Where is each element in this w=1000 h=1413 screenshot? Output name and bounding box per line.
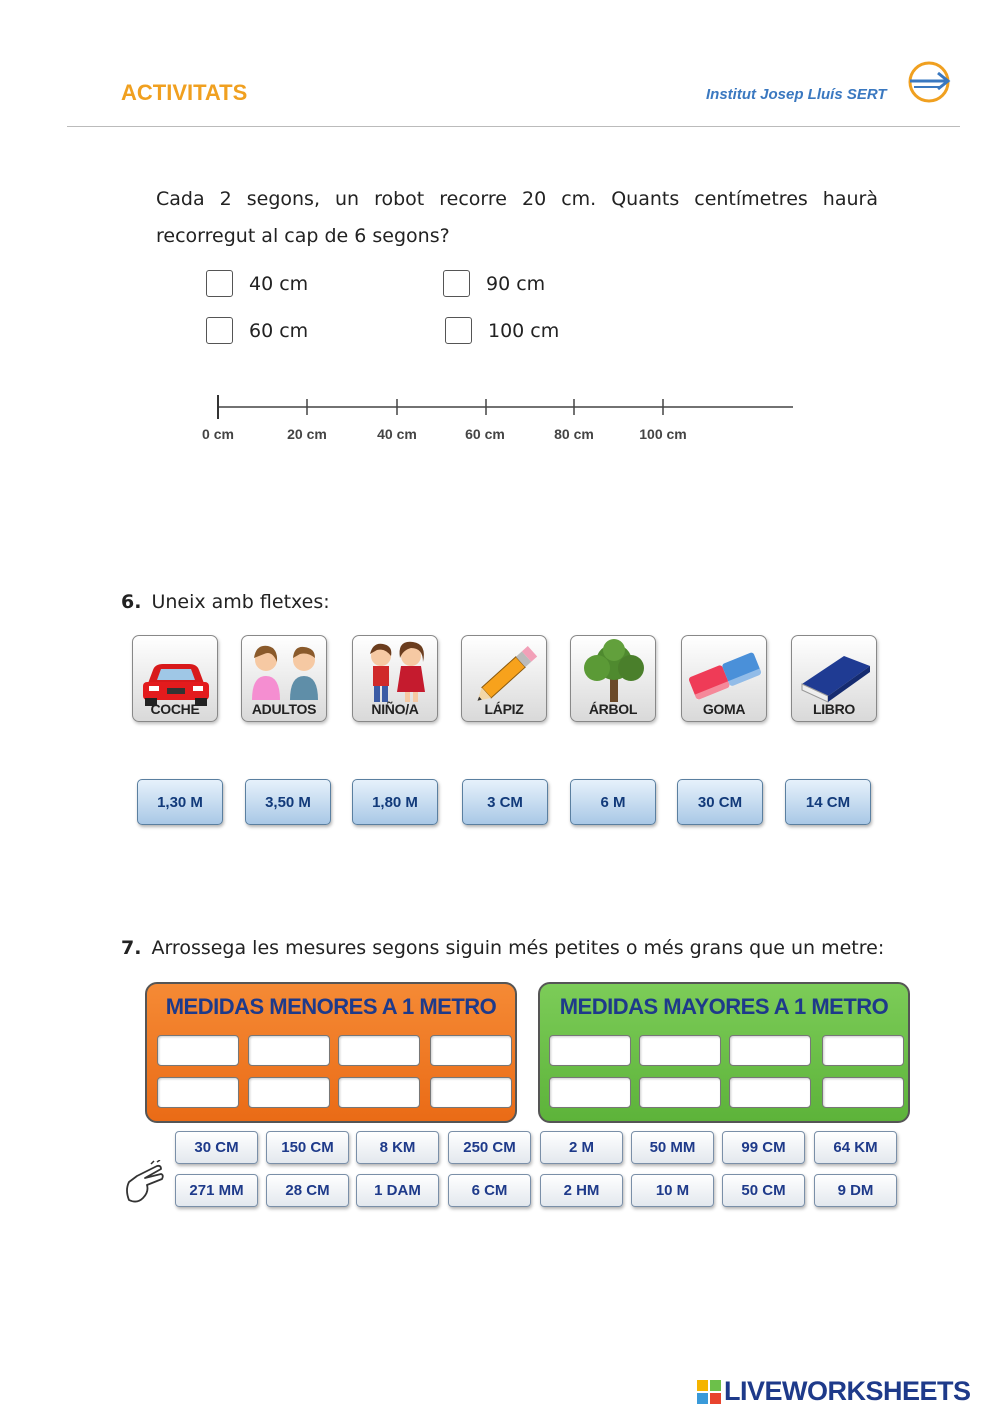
card-label: GOMA (702, 701, 746, 717)
measure-chip[interactable]: 1 DAM (356, 1174, 439, 1207)
card-lapiz[interactable] (461, 635, 547, 722)
option-checkbox[interactable] (206, 317, 233, 344)
option-checkbox[interactable] (443, 270, 470, 297)
header-divider (67, 126, 960, 127)
question-number: 6. (121, 591, 142, 613)
measure-chip[interactable]: 30 CM (175, 1131, 258, 1164)
drop-slot[interactable] (822, 1035, 904, 1066)
measure-button[interactable]: 1,80 M (352, 779, 438, 825)
measure-chip[interactable]: 271 MM (175, 1174, 258, 1207)
drop-slot[interactable] (729, 1035, 811, 1066)
option-40cm (206, 270, 308, 297)
drop-slot[interactable] (248, 1035, 330, 1066)
card-coche[interactable] (132, 635, 218, 722)
card-goma[interactable] (681, 635, 767, 722)
liveworksheets-grid-icon (697, 1380, 721, 1404)
question-instruction: Arrossega les mesures segons siguin més petites o més grans que un metre: (151, 937, 885, 959)
hand-pointer-icon (123, 1160, 165, 1206)
drop-slot[interactable] (822, 1077, 904, 1108)
drop-slot[interactable] (549, 1035, 631, 1066)
drop-slot[interactable] (338, 1077, 420, 1108)
option-label: 90 cm (486, 272, 546, 295)
question-5-text: Cada 2 segons, un robot recorre 20 cm. Quants centímetres haurà recorregut al cap de 6 segons? (156, 188, 878, 247)
drop-slot[interactable] (729, 1077, 811, 1108)
drop-slot[interactable] (430, 1035, 512, 1066)
card-label: ÁRBOL (588, 701, 638, 717)
option-checkbox[interactable] (206, 270, 233, 297)
card-label: LIBRO (812, 701, 856, 717)
drop-slot[interactable] (639, 1035, 721, 1066)
measure-chip[interactable]: 9 DM (814, 1174, 897, 1207)
number-line-label: 60 cm (465, 426, 505, 442)
measure-chip[interactable]: 64 KM (814, 1131, 897, 1164)
question-instruction: Uneix amb fletxes: (151, 591, 330, 613)
measure-button[interactable]: 3,50 M (245, 779, 331, 825)
drop-slot[interactable] (157, 1035, 239, 1066)
card-label: NIÑO/A (371, 701, 419, 717)
measure-button[interactable]: 6 M (570, 779, 656, 825)
card-label: LÁPIZ (484, 701, 524, 717)
option-label: 60 cm (249, 319, 309, 342)
card-label: COCHE (150, 701, 200, 717)
measure-button[interactable]: 3 CM (462, 779, 548, 825)
measure-chip[interactable]: 10 M (631, 1174, 714, 1207)
page-title: ACTIVITATS (121, 80, 248, 105)
option-label: 40 cm (249, 272, 309, 295)
number-line-label: 0 cm (202, 426, 234, 442)
panel-title: MEDIDAS MAYORES A 1 METRO (559, 994, 889, 1019)
number-line-label: 100 cm (639, 426, 687, 442)
question-number: 7. (121, 937, 142, 959)
card-label: ADULTOS (251, 701, 317, 717)
drop-slot[interactable] (248, 1077, 330, 1108)
number-line (210, 393, 800, 423)
option-checkbox[interactable] (445, 317, 472, 344)
measure-chip[interactable]: 2 M (540, 1131, 623, 1164)
measure-chip[interactable]: 150 CM (266, 1131, 349, 1164)
measure-button[interactable]: 1,30 M (137, 779, 223, 825)
measure-chip[interactable]: 50 MM (631, 1131, 714, 1164)
drop-slot[interactable] (338, 1035, 420, 1066)
option-90cm (443, 270, 545, 297)
liveworksheets-logo (697, 1376, 971, 1407)
card-adultos[interactable] (241, 635, 327, 722)
brand-name: LIVEWORKSHEETS (724, 1376, 971, 1406)
drop-slot[interactable] (549, 1077, 631, 1108)
option-60cm (206, 317, 308, 344)
panel-title: MEDIDAS MENORES A 1 METRO (165, 994, 497, 1019)
measure-chip[interactable]: 6 CM (448, 1174, 531, 1207)
measure-chip[interactable]: 2 HM (540, 1174, 623, 1207)
institute-logo-icon (906, 61, 952, 103)
measure-chip[interactable]: 8 KM (356, 1131, 439, 1164)
number-line-label: 40 cm (377, 426, 417, 442)
drop-slot[interactable] (430, 1077, 512, 1108)
measure-chip[interactable]: 50 CM (722, 1174, 805, 1207)
drop-slot[interactable] (639, 1077, 721, 1108)
card-libro[interactable] (791, 635, 877, 722)
question-7-heading (121, 937, 884, 959)
measure-chip[interactable]: 99 CM (722, 1131, 805, 1164)
card-nino[interactable] (352, 635, 438, 722)
measure-button[interactable]: 30 CM (677, 779, 763, 825)
question-6-heading (121, 591, 330, 613)
card-arbol[interactable] (570, 635, 656, 722)
option-label: 100 cm (488, 319, 560, 342)
drop-slot[interactable] (157, 1077, 239, 1108)
number-line-label: 20 cm (287, 426, 327, 442)
measure-button[interactable]: 14 CM (785, 779, 871, 825)
number-line-label: 80 cm (554, 426, 594, 442)
option-100cm (445, 317, 559, 344)
measure-chip[interactable]: 28 CM (266, 1174, 349, 1207)
measure-chip[interactable]: 250 CM (448, 1131, 531, 1164)
institute-name: Institut Josep Lluís SERT (706, 86, 887, 103)
